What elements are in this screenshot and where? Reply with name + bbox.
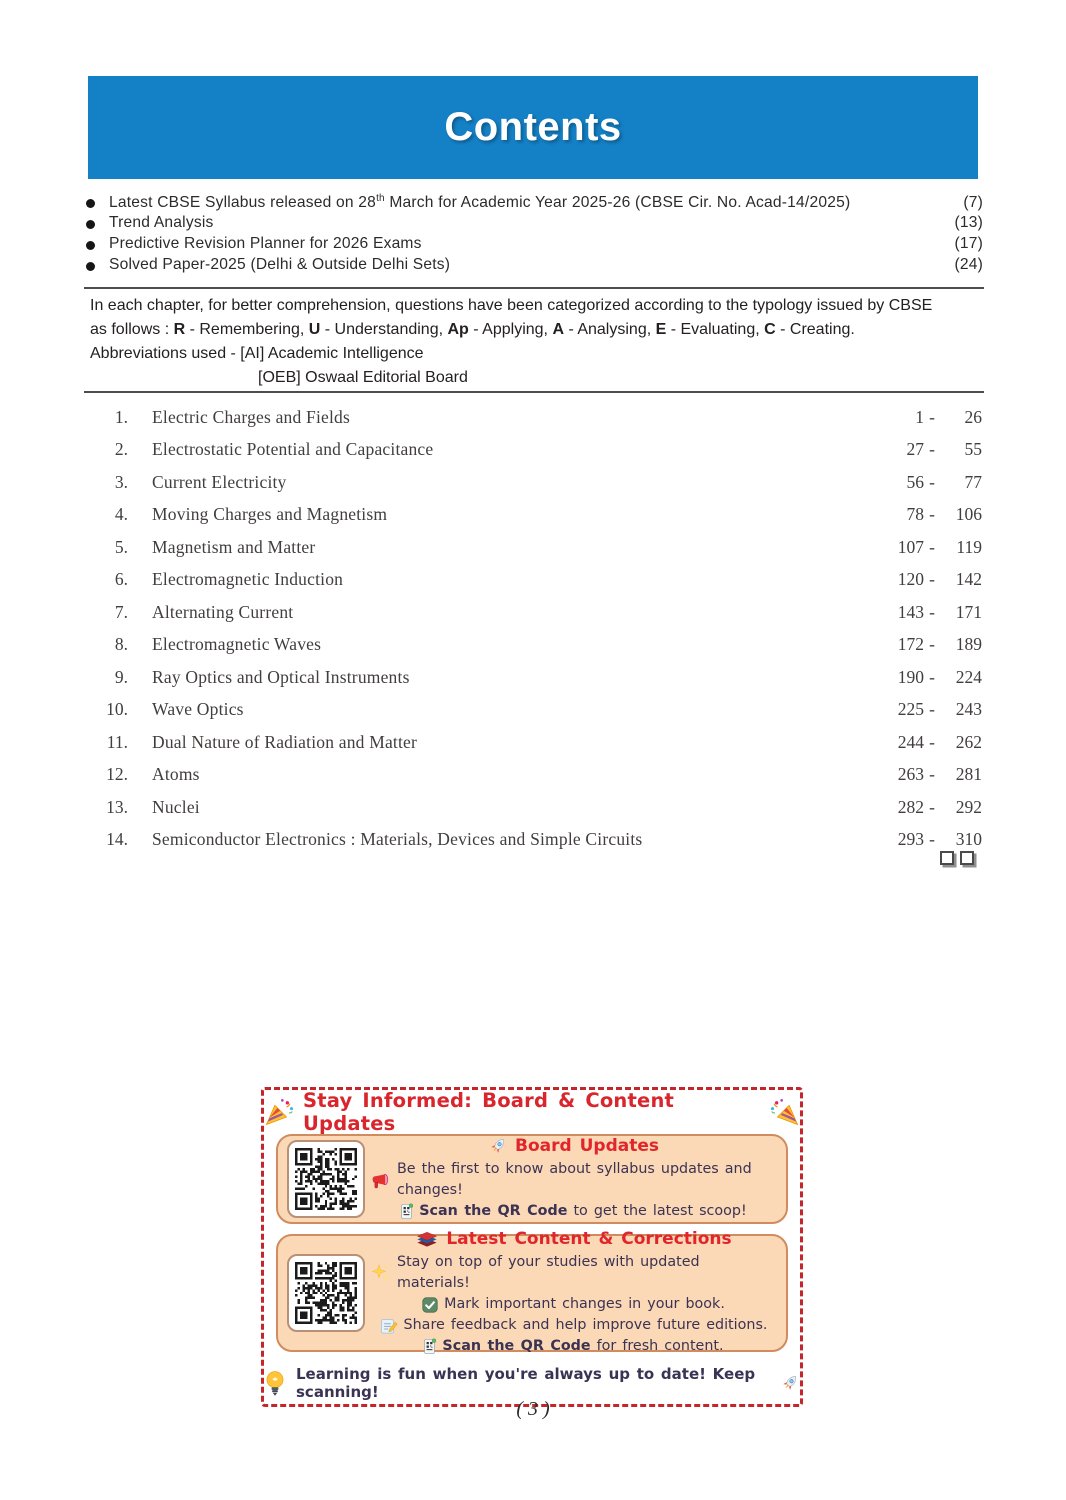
chapter-page-dash: - xyxy=(929,829,935,850)
update-line xyxy=(371,1336,776,1357)
books-icon xyxy=(415,1230,439,1248)
front-matter-page: (7) xyxy=(963,194,983,212)
chapter-page-from: 107 xyxy=(897,536,924,557)
chapter-page-dash: - xyxy=(929,504,935,525)
chapter-page-to: 77 xyxy=(964,471,982,492)
chapter-page-from: 263 xyxy=(897,764,924,785)
front-matter-label: Predictive Revision Planner for 2026 Exams xyxy=(109,235,422,252)
chapter-row xyxy=(98,434,982,467)
chapter-page-dash: - xyxy=(929,666,935,687)
chapter-page-to: 262 xyxy=(955,731,982,752)
chapter-number: 4. xyxy=(114,504,128,525)
chapter-page-dash: - xyxy=(929,699,935,720)
chapter-page-from: 282 xyxy=(897,796,924,817)
page-number: ( 3 ) xyxy=(516,1398,550,1420)
chapter-row xyxy=(98,466,982,499)
board-updates-heading-row xyxy=(371,1136,776,1156)
checkbox-icon xyxy=(422,1297,438,1313)
stay-informed-footer-text: Learning is fun when you're always up to date! Keep scanning! xyxy=(296,1365,756,1401)
front-matter-item xyxy=(86,256,983,277)
qr-scan-icon xyxy=(423,1338,436,1355)
front-matter-label: Latest CBSE Syllabus released on 28th March for Academic Year 2025-26 (CBSE Cir. No. Acad-14/2025) xyxy=(109,193,851,212)
memo-icon xyxy=(380,1317,398,1335)
update-line xyxy=(371,1252,776,1294)
board-updates-card xyxy=(276,1134,788,1224)
qr-code-board-updates xyxy=(287,1140,365,1218)
chapter-number: 12. xyxy=(106,764,128,785)
chapter-title: Ray Optics and Optical Instruments xyxy=(152,666,410,687)
megaphone-icon xyxy=(371,1170,391,1190)
rocket-icon xyxy=(488,1136,508,1156)
chapter-page-dash: - xyxy=(929,796,935,817)
bullet-icon xyxy=(86,220,95,229)
chapter-title: Nuclei xyxy=(152,796,200,817)
chapter-row xyxy=(98,726,982,759)
chapter-page-dash: - xyxy=(929,471,935,492)
qr-code-image xyxy=(295,1148,357,1210)
chapter-row xyxy=(98,694,982,727)
chapter-page-to: 142 xyxy=(955,569,982,590)
chapter-number: 3. xyxy=(114,471,128,492)
stay-informed-box xyxy=(261,1087,803,1407)
chapter-number: 8. xyxy=(114,634,128,655)
chapter-list xyxy=(98,401,982,856)
content-corrections-lines xyxy=(371,1252,776,1358)
chapter-page-from: 172 xyxy=(897,634,924,655)
update-line-text: Be the first to know about syllabus updates and changes! xyxy=(397,1160,752,1198)
lightbulb-icon xyxy=(264,1369,286,1397)
qr-code-image xyxy=(295,1262,357,1324)
board-updates-lines xyxy=(371,1159,776,1222)
chapter-page-to: 243 xyxy=(955,699,982,720)
chapter-row xyxy=(98,791,982,824)
typology-note xyxy=(90,294,983,390)
update-line-text: Share feedback and help improve future editions. xyxy=(403,1317,768,1334)
chapter-page-from: 78 xyxy=(906,504,924,525)
page-title-banner xyxy=(88,76,978,179)
front-matter-item xyxy=(86,235,983,256)
divider-top xyxy=(84,287,984,289)
update-line xyxy=(371,1294,776,1315)
content-corrections-heading-row xyxy=(371,1229,776,1249)
chapter-title: Current Electricity xyxy=(152,471,287,492)
chapter-list-end-marker xyxy=(940,851,974,865)
chapter-row xyxy=(98,499,982,532)
bullet-icon xyxy=(86,199,95,208)
chapter-number: 14. xyxy=(106,829,128,850)
divider-bottom xyxy=(84,391,984,393)
chapter-page-dash: - xyxy=(929,439,935,460)
qr-scan-icon xyxy=(400,1203,413,1220)
chapter-page-dash: - xyxy=(929,634,935,655)
chapter-page-from: 1 xyxy=(915,406,924,427)
note-abbreviations-line: Abbreviations used - [AI] Academic Intelligence xyxy=(90,345,424,362)
chapter-page-from: 27 xyxy=(906,439,924,460)
chapter-page-to: 310 xyxy=(955,829,982,850)
content-corrections-heading: Latest Content & Corrections xyxy=(446,1228,732,1249)
chapter-row xyxy=(98,629,982,662)
front-matter-label: Solved Paper-2025 (Delhi & Outside Delhi Sets) xyxy=(109,256,451,273)
chapter-title: Electromagnetic Waves xyxy=(152,634,322,655)
chapter-title: Wave Optics xyxy=(152,699,244,720)
chapter-title: Semiconductor Electronics : Materials, Devices and Simple Circuits xyxy=(152,829,643,850)
stay-informed-title-row xyxy=(264,1090,800,1134)
chapter-page-dash: - xyxy=(929,536,935,557)
bullet-icon xyxy=(86,262,95,271)
chapter-page-from: 244 xyxy=(897,731,924,752)
chapter-page-to: 26 xyxy=(964,406,982,427)
chapter-page-from: 293 xyxy=(897,829,924,850)
chapter-number: 1. xyxy=(114,406,128,427)
note-line-2-prefix: as follows : xyxy=(90,321,174,338)
chapter-number: 10. xyxy=(106,699,128,720)
chapter-title: Atoms xyxy=(152,764,200,785)
chapter-number: 5. xyxy=(114,536,128,557)
chapter-number: 6. xyxy=(114,569,128,590)
typology-list: R - Remembering, U - Understanding, Ap - Applying, A - Analysing, E - Evaluating, C - Creating. xyxy=(173,321,855,338)
chapter-title: Electromagnetic Induction xyxy=(152,569,344,590)
chapter-title: Dual Nature of Radiation and Matter xyxy=(152,731,418,752)
front-matter-page: (17) xyxy=(954,235,983,252)
chapter-page-from: 143 xyxy=(897,601,924,622)
update-line-text: Stay on top of your studies with updated materials! xyxy=(397,1253,700,1291)
chapter-page-to: 189 xyxy=(955,634,982,655)
chapter-row xyxy=(98,661,982,694)
front-matter-item xyxy=(86,193,983,214)
front-matter-item xyxy=(86,214,983,235)
update-line-text: Scan the QR Code for fresh content. xyxy=(442,1338,724,1355)
qr-code-content-corrections xyxy=(287,1254,365,1332)
chapter-row xyxy=(98,401,982,434)
front-matter-label: Trend Analysis xyxy=(109,214,214,231)
chapter-number: 9. xyxy=(114,666,128,687)
board-updates-heading: Board Updates xyxy=(515,1135,659,1156)
chapter-title: Magnetism and Matter xyxy=(152,536,316,557)
chapter-page-to: 224 xyxy=(955,666,982,687)
chapter-page-to: 119 xyxy=(956,536,982,557)
update-line xyxy=(371,1159,776,1201)
rocket-icon xyxy=(780,1373,800,1393)
chapter-title: Electric Charges and Fields xyxy=(152,406,351,427)
chapter-page-from: 225 xyxy=(897,699,924,720)
chapter-page-from: 56 xyxy=(906,471,924,492)
chapter-title: Alternating Current xyxy=(152,601,294,622)
chapter-page-dash: - xyxy=(929,764,935,785)
update-line-text: Scan the QR Code to get the latest scoop! xyxy=(419,1203,747,1220)
party-popper-icon xyxy=(770,1097,800,1127)
note-line-2 xyxy=(90,318,983,342)
shadowed-square-icon xyxy=(940,851,954,865)
chapter-page-dash: - xyxy=(929,601,935,622)
update-line xyxy=(371,1201,776,1222)
sparkles-icon xyxy=(371,1263,391,1283)
chapter-page-from: 190 xyxy=(897,666,924,687)
note-abbreviations-line-2: [OEB] Oswaal Editorial Board xyxy=(258,369,468,386)
chapter-page-dash: - xyxy=(929,731,935,752)
front-matter-list xyxy=(86,193,983,277)
chapter-row xyxy=(98,531,982,564)
chapter-page-to: 292 xyxy=(955,796,982,817)
front-matter-page: (24) xyxy=(954,256,983,273)
party-popper-icon xyxy=(264,1097,294,1127)
update-line xyxy=(371,1315,776,1336)
chapter-number: 11. xyxy=(106,731,128,752)
content-corrections-card xyxy=(276,1228,788,1355)
note-line-1: In each chapter, for better comprehension, questions have been categorized according to the typology issued by CBSE xyxy=(90,297,933,314)
content-corrections-content xyxy=(371,1229,776,1358)
chapter-number: 7. xyxy=(114,601,128,622)
chapter-page-dash: - xyxy=(929,406,935,427)
chapter-row xyxy=(98,596,982,629)
chapter-row xyxy=(98,564,982,597)
chapter-title: Moving Charges and Magnetism xyxy=(152,504,388,525)
page-title: Contents xyxy=(444,105,622,149)
chapter-number: 13. xyxy=(106,796,128,817)
chapter-page-to: 171 xyxy=(955,601,982,622)
chapter-page-to: 281 xyxy=(955,764,982,785)
front-matter-page: (13) xyxy=(954,214,983,231)
board-updates-content xyxy=(371,1136,776,1222)
shadowed-square-icon xyxy=(960,851,974,865)
chapter-page-to: 55 xyxy=(964,439,982,460)
chapter-number: 2. xyxy=(114,439,128,460)
update-line-text: Mark important changes in your book. xyxy=(444,1295,725,1312)
bullet-icon xyxy=(86,241,95,250)
chapter-row xyxy=(98,824,982,857)
chapter-page-from: 120 xyxy=(897,569,924,590)
stay-informed-title: Stay Informed: Board & Content Updates xyxy=(303,1089,675,1135)
chapter-title: Electrostatic Potential and Capacitance xyxy=(152,439,434,460)
chapter-row xyxy=(98,759,982,792)
chapter-page-to: 106 xyxy=(955,504,982,525)
chapter-page-dash: - xyxy=(929,569,935,590)
